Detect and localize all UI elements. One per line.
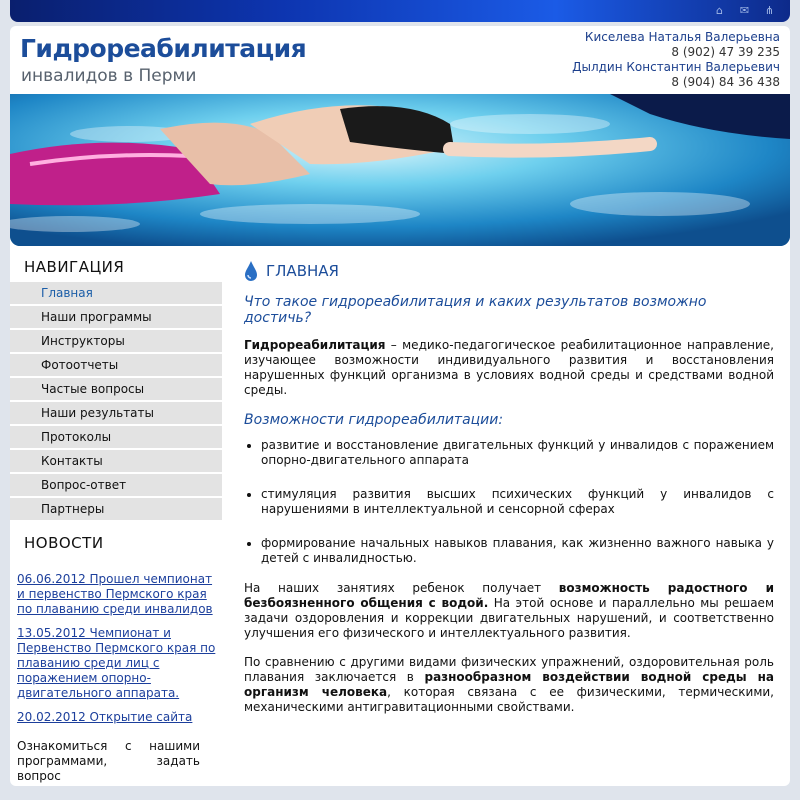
contact-name: Киселева Наталья Валерьевна <box>584 30 780 44</box>
news-item[interactable]: 06.06.2012 Прошел чемпионат и первенство Пермского края по плаванию среди инвалидов <box>17 572 213 616</box>
site-subtitle: инвалидов в Перми <box>21 66 197 86</box>
nav-item-partners[interactable]: Партнеры <box>10 498 222 522</box>
sitemap-icon[interactable]: ⋔ <box>764 4 775 17</box>
nav-item-home[interactable]: Главная <box>10 282 222 306</box>
home-icon[interactable]: ⌂ <box>716 4 723 17</box>
contact-phone: 8 (904) 84 36 438 <box>671 75 780 89</box>
nav-menu <box>10 282 222 522</box>
p3-bold: разнообразном воздействии водной среды на организм человека <box>244 670 775 699</box>
top-icons <box>713 4 776 17</box>
nav-item-photo-reports[interactable]: Фотоотчеты <box>10 354 222 378</box>
intro-paragraph <box>244 338 774 398</box>
news-title: НОВОСТИ <box>24 534 104 552</box>
news-item[interactable]: 13.05.2012 Чемпионат и Первенство Пермского края по плаванию среди лиц с поражением опорно-двигательного аппарата. <box>17 626 216 700</box>
list-item: • стимуляция развития высших психических функций у инвалидов с нарушениями в интеллектуальной и сенсорной сферах <box>261 487 774 517</box>
sidebar <box>10 258 222 784</box>
question-heading: Что такое гидрореабилитация и каких результатов возможно достичь? <box>244 294 707 326</box>
water-drop-icon <box>244 260 258 282</box>
list-item: • развитие и восстановление двигательных функций у инвалидов с поражением опорно-двигательного аппарата <box>261 438 774 468</box>
nav-item-programs[interactable]: Наши программы <box>10 306 222 330</box>
paragraph-water-influence <box>244 655 774 715</box>
news-item[interactable]: 20.02.2012 Открытие сайта <box>17 710 193 724</box>
page <box>10 26 790 786</box>
header <box>10 26 790 94</box>
intro-bold: Гидрореабилитация <box>244 338 386 352</box>
sidebar-note: Ознакомиться с нашими программами, задать вопрос <box>17 739 200 783</box>
p2-text-a: На наших занятиях ребенок получает <box>244 581 559 595</box>
hero-swimmer-photo <box>10 94 790 246</box>
p2-bold: возможность радостного и безбоязненного общения с водой. <box>244 581 774 610</box>
nav-item-results[interactable]: Наши результаты <box>10 402 222 426</box>
nav-item-instructors[interactable]: Инструкторы <box>10 330 222 354</box>
nav-item-faq[interactable]: Частые вопросы <box>10 378 222 402</box>
top-bar <box>10 0 790 22</box>
possibilities-heading: Возможности гидрореабилитации: <box>244 412 504 428</box>
contact-name: Дылдин Константин Валерьевич <box>572 60 780 74</box>
nav-title: НАВИГАЦИЯ <box>24 258 125 276</box>
contact-phone: 8 (902) 47 39 235 <box>671 45 780 59</box>
nav-item-protocols[interactable]: Протоколы <box>10 426 222 450</box>
nav-item-qa[interactable]: Вопрос-ответ <box>10 474 222 498</box>
p3-text-b: , которая связана с ее физическими, термическими, механическими антигравитационными свойствами. <box>244 685 774 714</box>
p2-text-b: На этой основе и параллельно мы решаем задачи оздоровления и коррекции двигательных нарушений, и соответственно улучшения его физического и интеллектуального развития. <box>244 596 774 640</box>
contacts <box>572 30 780 90</box>
mail-icon[interactable]: ✉ <box>739 4 750 17</box>
news-list <box>10 572 222 725</box>
site-title[interactable]: Гидрореабилитация <box>20 34 307 63</box>
intro-text: – медико-педагогическое реабилитационное направление, изучающее возможности индивидуального развития и восстановления нарушенных функций организма в условиях водной среды и средствами водной среды. <box>244 338 774 397</box>
p3-text-a: По сравнению с другими видами физических упражнений, оздоровительная роль плавания заключается в <box>244 655 774 684</box>
paragraph-water-communication <box>244 581 774 641</box>
swimmer-illustration <box>10 94 790 246</box>
page-title-text: ГЛАВНАЯ <box>266 262 339 280</box>
nav-item-contacts[interactable]: Контакты <box>10 450 222 474</box>
main-content <box>244 260 774 715</box>
list-item: • формирование начальных навыков плавания, как жизненно важного навыка у детей с инвалидностью. <box>261 536 774 566</box>
page-title <box>244 260 774 282</box>
possibilities-list <box>244 438 774 566</box>
